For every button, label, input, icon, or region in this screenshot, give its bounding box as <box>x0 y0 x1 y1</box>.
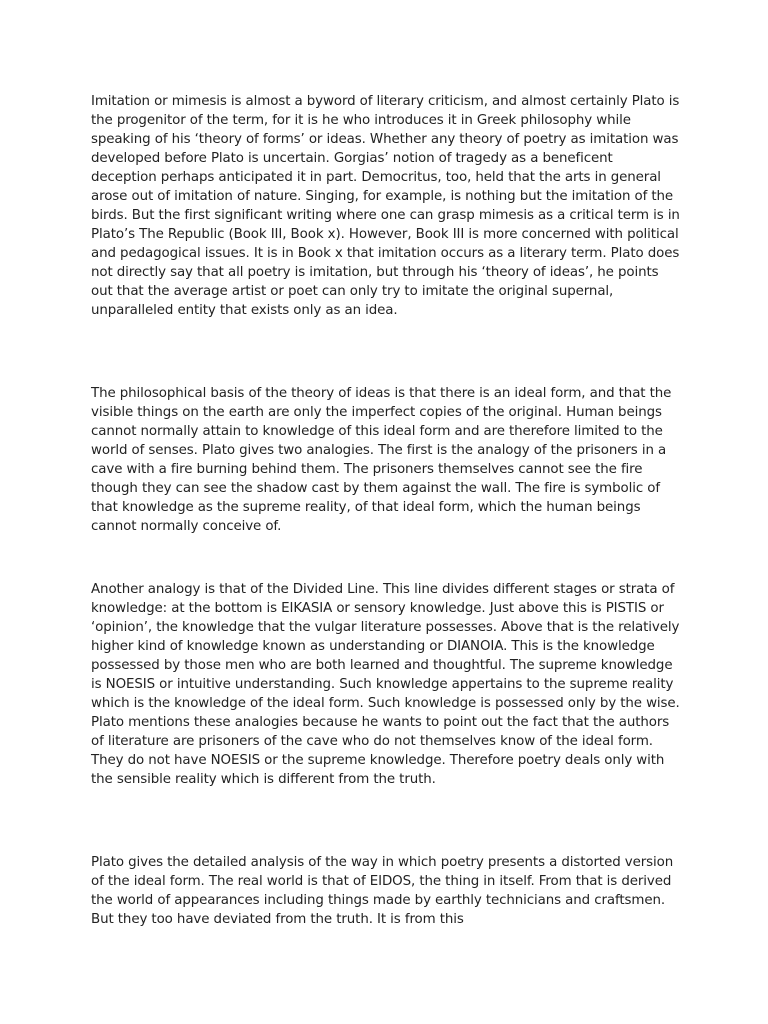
paragraph-mimesis-intro: Imitation or mimesis is almost a byword of literary criticism, and almost certainly Plato is the progenitor of the term, for it is he who introduces it in Greek philosophy while speaking of his ‘theory of forms’ or ideas. Whether any theory of poetry as imitation was developed before Plato is uncertain. Gorgias’ notion of tragedy as a beneficent deception perhaps anticipated it in part. Democritus, too, held that the arts in general arose out of imitation of nature. Singing, for example, is nothing but the imitation of the birds. But the first significant writing where one can grasp mimesis as a critical term is in Plato’s The Republic (Book III, Book x). However, Book III is more concerned with political and pedagogical issues. It is in Book x that imitation occurs as a literary term. Plato does not directly say that all poetry is imitation, but through his ‘theory of ideas’, he points out that the average artist or poet can only try to imitate the original supernal, unparalleled entity that exists only as an idea. <box>91 94 680 318</box>
paragraph-divided-line: Another analogy is that of the Divided Line. This line divides different stages or strata of knowledge: at the bottom is EIKASIA or sensory knowledge. Just above this is PISTIS or ‘opinion’, the knowledge that the vulgar literature possesses. Above that is the relatively higher kind of knowledge known as understanding or DIANOIA. This is the knowledge possessed by those men who are both learned and thoughtful. The supreme knowledge is NOESIS or intuitive understanding. Such knowledge appertains to the supreme reality which is the knowledge of the ideal form. Such knowledge is possessed only by the wise. Plato mentions these analogies because he wants to point out the fact that the authors of literature are prisoners of the cave who do not themselves know of the ideal form. They do not have NOESIS or the supreme knowledge. Therefore poetry deals only with the sensible reality which is different from the truth. <box>91 582 680 787</box>
paragraph-theory-of-ideas: The philosophical basis of the theory of ideas is that there is an ideal form, and that the visible things on the earth are only the imperfect copies of the original. Human beings cannot normally attain to knowledge of this ideal form and are therefore limited to the world of senses. Plato gives two analogies. The first is the analogy of the prisoners in a cave with a fire burning behind them. The prisoners themselves cannot see the fire though they can see the shadow cast by them against the wall. The fire is symbolic of that knowledge as the supreme reality, of that ideal form, which the human beings cannot normally conceive of. <box>91 386 672 534</box>
paragraph-eidos: Plato gives the detailed analysis of the way in which poetry presents a distorted version of the ideal form. The real world is that of EIDOS, the thing in itself. From that is derived the world of appearances including things made by earthly technicians and craftsmen. But they too have deviated from the truth. It is from this <box>91 855 674 927</box>
